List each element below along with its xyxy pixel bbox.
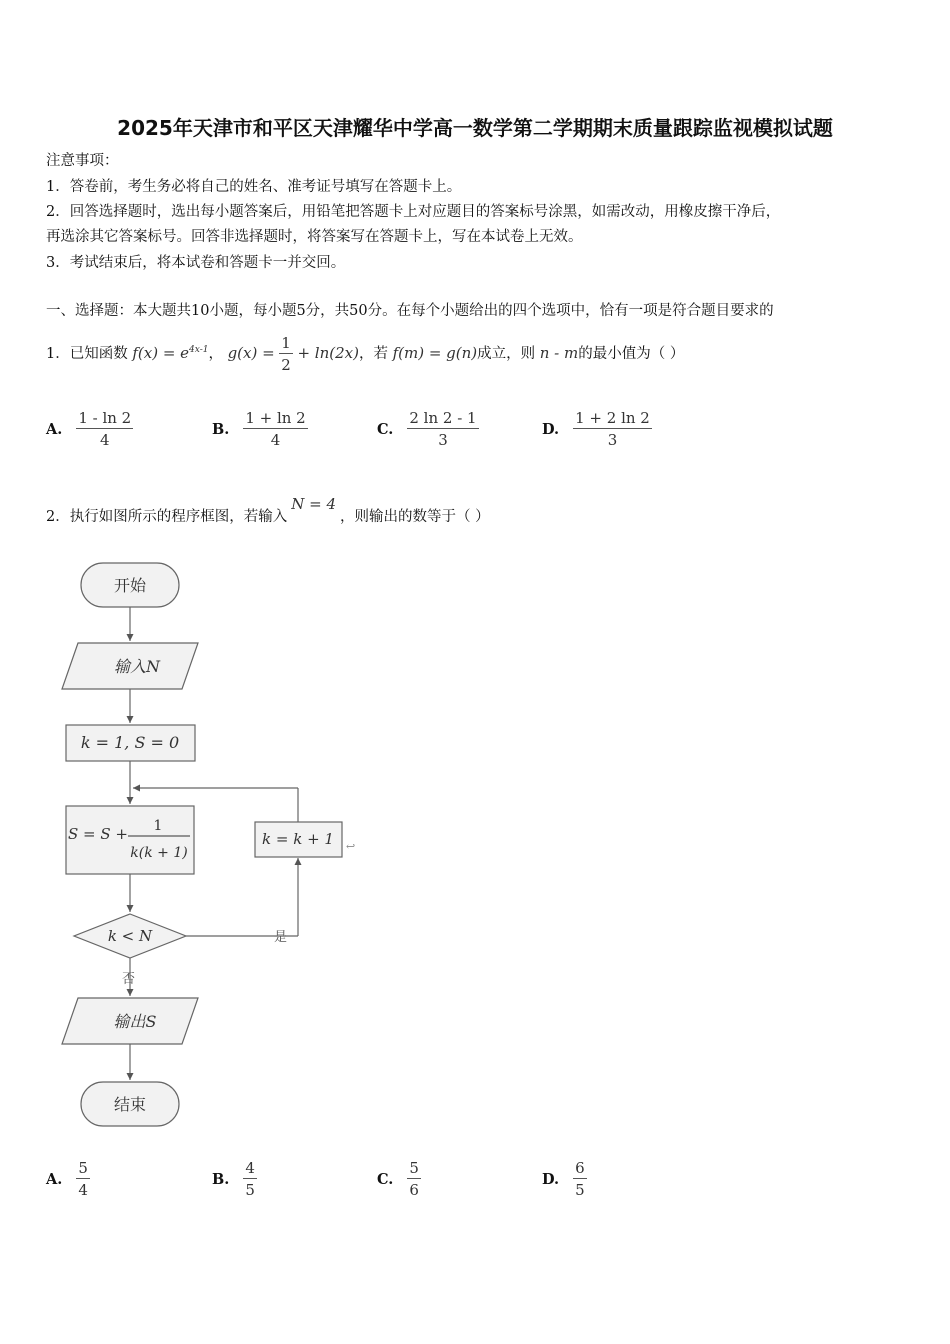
flowchart [0, 550, 420, 1140]
q1-comma: ， [208, 346, 223, 362]
page-title: 2025年天津市和平区天津耀华中学高一数学第二学期期末质量跟踪监视模拟试题 [117, 116, 833, 140]
section-heading: 一、选择题：本大题共10小题，每小题5分，共50分。在每个小题给出的四个选项中，恰有一项是符合题目要求的 [46, 303, 774, 319]
notice-item-3: 3．考试结束后，将本试卷和答题卡一并交回。 [46, 255, 346, 271]
flow-init-label: k = 1, S = 0 [80, 733, 180, 752]
q2-option-a[interactable]: A. $\frac{5}{4}$ [46, 1159, 88, 1199]
flow-start-label: 开始 [113, 576, 147, 595]
q2-option-d[interactable]: D. $\frac{6}{5}$ [542, 1159, 585, 1199]
flow-return-mark: ↩ [346, 840, 356, 853]
flow-update-num: 1 [153, 818, 163, 834]
q1-option-b[interactable]: B. $\frac{1 + \ln 2}{4}$ [212, 409, 306, 449]
q1-expression: n - m [539, 344, 579, 362]
q2-suffix: ，则输出的数等于（ ） [340, 509, 490, 525]
q1-condition: f(m) = g(n) [392, 344, 478, 362]
flow-no-label: 否 [122, 972, 136, 987]
flow-output-label: 输出S [113, 1012, 157, 1031]
flow-input-label: 输入N [113, 657, 161, 676]
q2-input-value: N = 4 [291, 495, 337, 513]
q1-option-c[interactable]: C. $\frac{2 \ln 2 - 1}{3}$ [377, 409, 477, 449]
notice-heading: 注意事项： [46, 153, 119, 169]
question-2 [46, 496, 490, 536]
q1-suffix: 的最小值为（ ） [578, 346, 685, 362]
q1-g-fraction: $\frac{1}{2}$ [281, 333, 291, 374]
notice-item-2a: 2．回答选择题时，选出每小题答案后，用铅笔把答题卡上对应题目的答案标号涂黑，如需改动，用橡皮擦干净后， [46, 204, 781, 220]
q2-option-c[interactable]: C. $\frac{5}{6}$ [377, 1159, 419, 1199]
q1-prefix: 1．已知函数 [46, 346, 128, 362]
q2-option-b[interactable]: B. $\frac{4}{5}$ [212, 1159, 255, 1199]
flow-update-den: k(k + 1) [130, 845, 188, 861]
q1-ruo: ，若 [358, 346, 388, 362]
q1-g-lhs: g(x) = [227, 344, 275, 362]
flow-yes-label: 是 [274, 930, 288, 945]
notice-item-1: 1．答卷前，考生务必将自己的姓名、准考证号填写在答题卡上。 [46, 179, 462, 195]
flow-end-label: 结束 [113, 1095, 147, 1114]
flow-update-lhs: S = S + [68, 825, 128, 843]
q1-g-rhs: + ln(2x) [297, 344, 359, 362]
q1-option-a[interactable]: A. $\frac{1 - \ln 2}{4}$ [46, 409, 132, 449]
q2-prefix: 2．执行如图所示的程序框图，若输入 [46, 509, 288, 525]
q1-mid: 成立，则 [477, 346, 536, 362]
flow-decision-label: k < N [107, 927, 153, 945]
flow-increment-label: k = k + 1 [262, 830, 334, 848]
q1-f-definition: $f(x) = e^{4x-1}$ [132, 344, 209, 362]
q1-option-d[interactable]: D. $\frac{1 + 2 \ln 2}{3}$ [542, 409, 650, 449]
question-1 [46, 328, 684, 372]
notice-item-2b: 再选涂其它答案标号。回答非选择题时，将答案写在答题卡上，写在本试卷上无效。 [46, 229, 583, 245]
